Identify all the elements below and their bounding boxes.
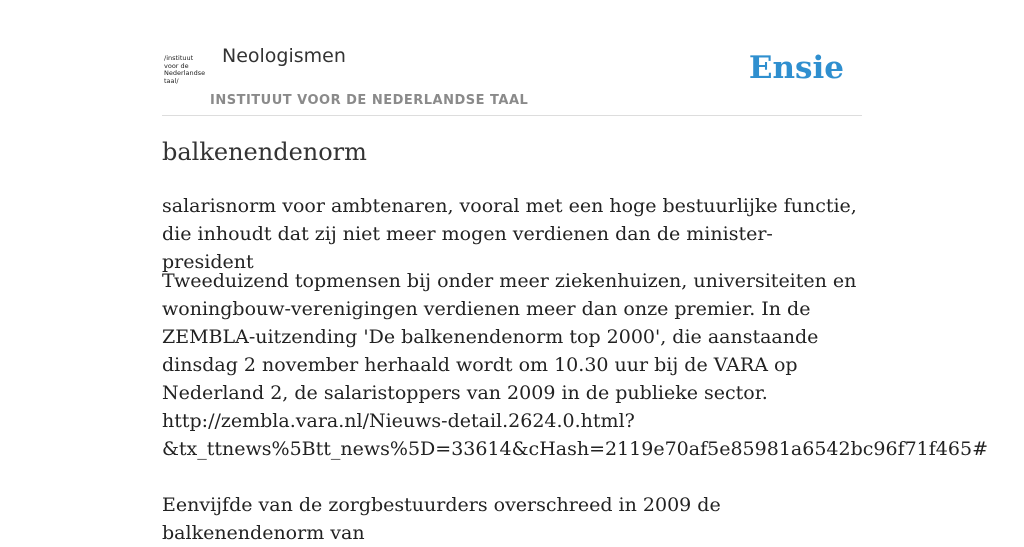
page-title: balkenendenorm <box>162 138 367 166</box>
logo-line: Nederlandse <box>164 69 206 77</box>
site-title[interactable]: Neologismen <box>222 45 346 67</box>
example-text: Tweeduizend topmensen bij onder meer ziekenhuizen, universiteiten en woningbouw-verenigingen verdienen meer dan onze premier. In de ZEMBLA-uitzending 'De balkenendenorm top 2000', die aanstaande dinsdag 2 november herhaald wordt om 10.30 uur bij de VARA op Nederland 2, de salaristoppers van 2009 in de publieke sector. <box>162 270 857 404</box>
header <box>162 40 862 116</box>
source-link-line2[interactable]: &tx_ttnews%5Btt_news%5D=33614&cHash=2119e70af5e85981a6542bc96f71f465# <box>162 438 988 460</box>
institute-logo[interactable] <box>164 55 208 91</box>
definition-text: salarisnorm voor ambtenaren, vooral met een hoge bestuurlijke functie, die inhoudt dat zij niet meer mogen verdienen dan de minister-president <box>162 195 857 273</box>
second-example-text: Eenvijfde van de zorgbestuurders overschreed in 2009 de balkenendenorm van <box>162 494 721 544</box>
logo-line: taal/ <box>164 76 179 85</box>
site-subtitle: INSTITUUT VOOR DE NEDERLANDSE TAAL <box>210 93 529 108</box>
logo-line: voor de <box>164 61 189 70</box>
logo-line: /instituut <box>164 54 194 62</box>
ensie-brand-logo[interactable]: Ensie <box>748 50 844 86</box>
source-link-line1[interactable]: http://zembla.vara.nl/Nieuws-detail.2624.0.html? <box>162 410 635 432</box>
example-paragraph <box>162 267 988 463</box>
